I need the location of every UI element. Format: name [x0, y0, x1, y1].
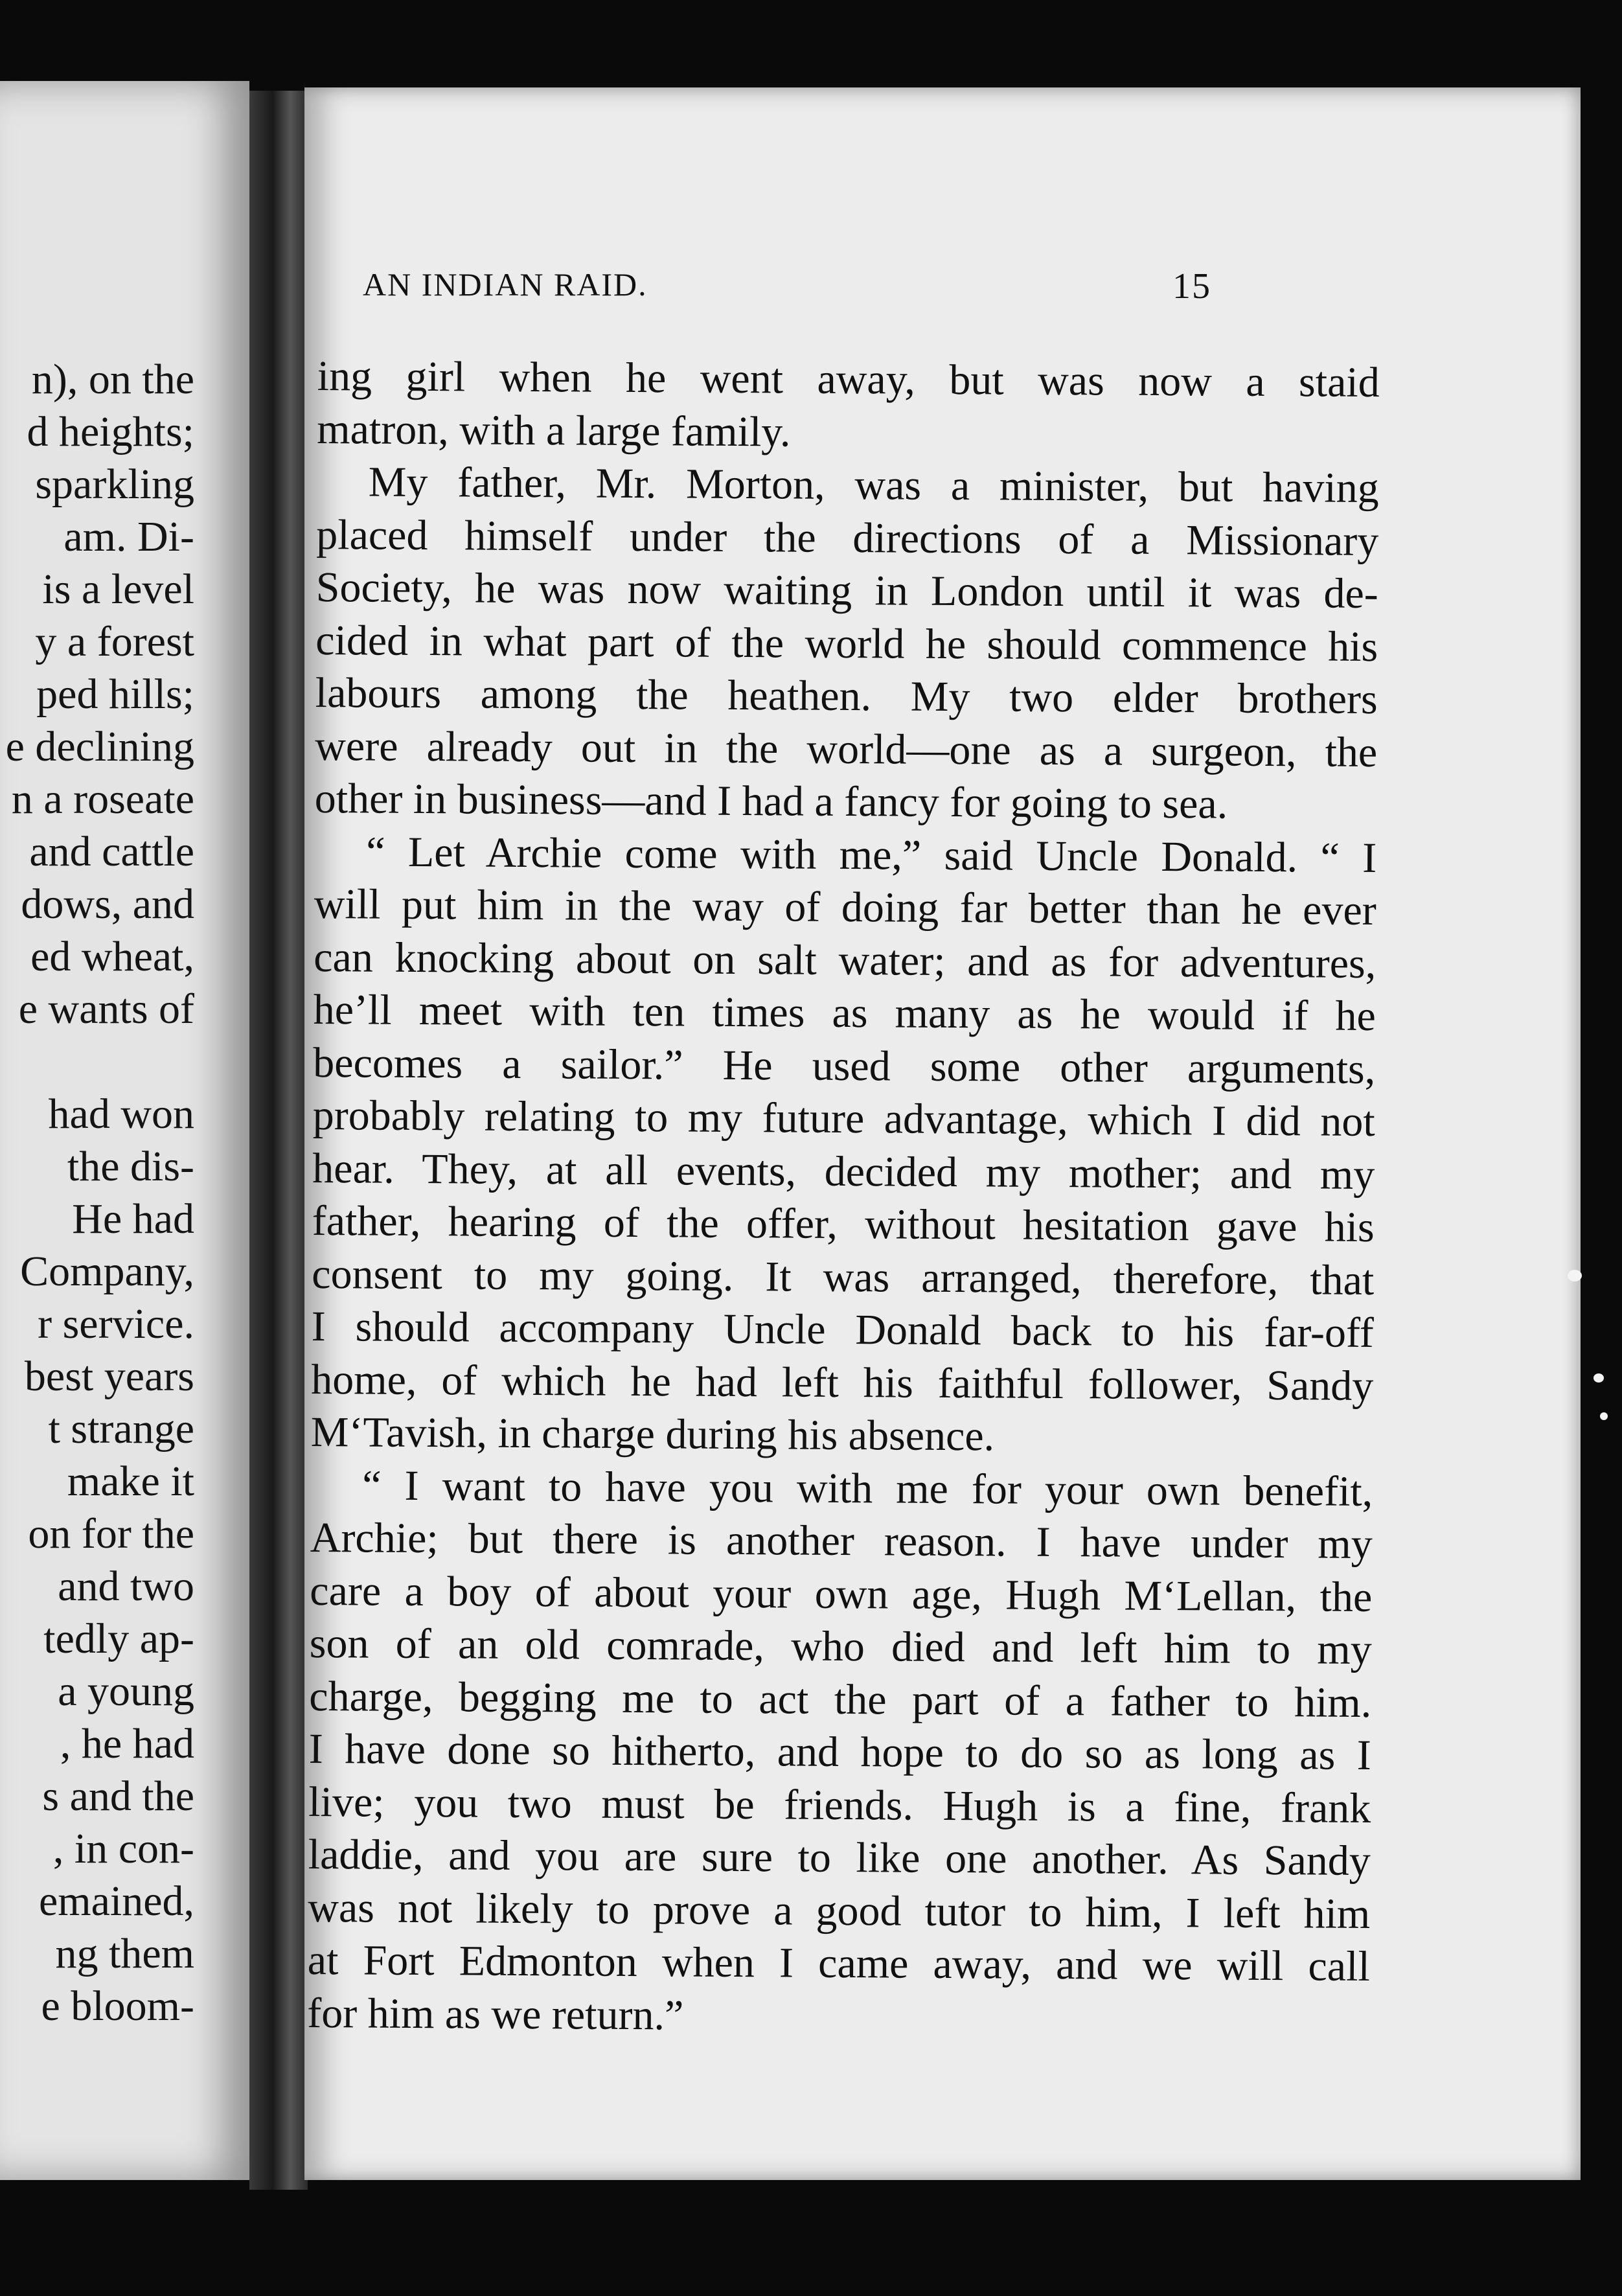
- text-line: I should accompany Uncle Donald back to his far-off: [311, 1302, 1374, 1357]
- text-line: placed himself under the directions of a Missionary: [316, 511, 1379, 565]
- left-page-line: and cattle: [29, 828, 194, 875]
- left-page-line: ed wheat,: [30, 933, 194, 980]
- left-page-line: He had: [72, 1195, 194, 1243]
- text-line: matron, with a large family.: [317, 405, 791, 455]
- left-page-line: r service.: [38, 1300, 194, 1348]
- paper-speck: [1600, 1412, 1608, 1420]
- left-page-line: dows, and: [21, 880, 194, 928]
- left-page-line: on for the: [28, 1510, 194, 1557]
- left-page-line: and two: [58, 1563, 194, 1610]
- text-line: probably relating to my future advantage, which I did not: [312, 1091, 1375, 1145]
- text-line: cided in what part of the world he should commence his: [315, 616, 1378, 671]
- left-page-line: is a level: [42, 566, 194, 613]
- text-line: son of an old comrade, who died and left him to my: [309, 1619, 1372, 1673]
- left-page-line: n a roseate: [11, 775, 194, 823]
- left-page-line: e bloom-: [41, 1982, 194, 2030]
- body-text: [307, 350, 1380, 2046]
- left-page-line: y a forest: [35, 618, 194, 665]
- text-line: My father, Mr. Morton, was a minister, but having: [368, 458, 1379, 512]
- text-line: can knocking about on salt water; and as for adventures,: [314, 933, 1376, 987]
- text-line: home, of which he had left his faithful follower, Sandy: [311, 1355, 1374, 1410]
- left-page-line: had won: [48, 1090, 194, 1138]
- left-page-line: e declining: [5, 723, 194, 770]
- text-line: M‘Tavish, in charge during his absence.: [310, 1408, 995, 1460]
- text-line: for him as we return.”: [307, 1989, 684, 2039]
- left-page-line: am. Di-: [63, 513, 194, 560]
- text-line: ing girl when he went away, but was now a staid: [317, 352, 1380, 407]
- left-page-line: make it: [67, 1458, 194, 1505]
- left-page-line: the dis-: [67, 1143, 194, 1190]
- left-page-line: s and the: [42, 1773, 194, 1820]
- text-line: consent to my going. It was arranged, therefore, that: [312, 1250, 1375, 1304]
- text-line: live; you two must be friends. Hugh is a fine, frank: [308, 1778, 1371, 1832]
- paper-speck: [1568, 1270, 1582, 1281]
- left-page-line: ped hills;: [36, 671, 194, 718]
- text-line: I have done so hitherto, and hope to do so as long as I: [308, 1725, 1372, 1779]
- book-gutter: [249, 91, 308, 2190]
- text-line: father, hearing of the offer, without hesitation gave his: [312, 1197, 1375, 1251]
- left-page-line: Company,: [20, 1248, 194, 1295]
- left-page-line: sparkling: [35, 461, 194, 508]
- running-title: AN INDIAN RAID.: [363, 266, 648, 303]
- text-line: laddie, and you are sure to like one another. As Sandy: [308, 1830, 1371, 1885]
- text-line: he’ll meet with ten times as many as he would if he: [313, 985, 1376, 1040]
- left-page-line: e wants of: [18, 985, 194, 1033]
- left-page-line: best years: [24, 1353, 194, 1400]
- text-line: becomes a sailor.” He used some other arguments,: [313, 1039, 1376, 1093]
- text-line: care a boy of about your own age, Hugh M‘Lellan, the: [310, 1567, 1373, 1621]
- text-line: Archie; but there is another reason. I have under my: [310, 1513, 1373, 1568]
- text-line: was not likely to prove a good tutor to him, I left him: [308, 1883, 1371, 1938]
- left-page-line: d heights;: [27, 408, 194, 455]
- text-line: Society, he was now waiting in London until it was de-: [315, 563, 1378, 618]
- text-line: hear. They, at all events, decided my mother; and my: [312, 1144, 1375, 1199]
- left-page: [0, 81, 249, 2180]
- text-line: charge, begging me to act the part of a father to him.: [309, 1672, 1372, 1727]
- text-line: labours among the heathen. My two elder brothers: [315, 669, 1378, 724]
- page-number: 15: [1172, 266, 1211, 306]
- left-page-line: a young: [58, 1668, 194, 1715]
- left-page-line: tedly ap-: [43, 1615, 194, 1662]
- text-line: “ Let Archie come with me,” said Uncle Donald. “ I: [366, 827, 1377, 882]
- left-page-line: emained,: [38, 1877, 194, 1925]
- text-line: will put him in the way of doing far better than he ever: [314, 880, 1376, 935]
- left-page-text: [0, 353, 194, 2032]
- text-line: at Fort Edmonton when I came away, and we will call: [307, 1936, 1371, 1990]
- text-line: other in business—and I had a fancy for going to sea.: [314, 774, 1228, 828]
- text-line: were already out in the world—one as a surgeon, the: [315, 722, 1378, 776]
- left-page-line: [0, 1035, 194, 1088]
- text-line: “ I want to have you with me for your own benefit,: [362, 1461, 1373, 1515]
- left-page-line: ng them: [55, 1930, 194, 1977]
- left-page-line: , in con-: [52, 1825, 194, 1872]
- left-page-line: n), on the: [31, 356, 194, 403]
- paper-speck: [1593, 1373, 1604, 1383]
- left-page-line: , he had: [60, 1720, 194, 1767]
- left-page-line: t strange: [48, 1405, 194, 1452]
